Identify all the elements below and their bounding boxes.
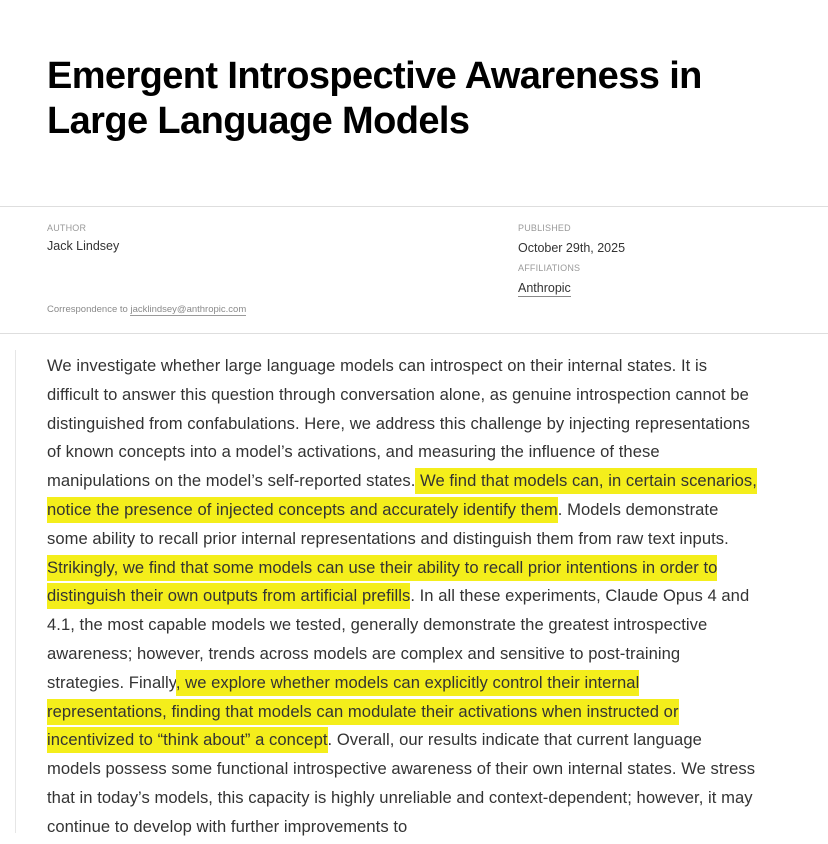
abstract-text — [47, 352, 759, 842]
meta-divider — [0, 333, 828, 334]
published-date: October 29th, 2025 — [518, 241, 626, 255]
abstract-segment: We investigate whether large language models can introspect on their internal states. It is difficult to answer this question through conversation alone, as genuine introspection cannot be distinguished from confabulations. Here, we address this challenge by injecting representations of known concepts into a model’s activations, and measuring the influence of these manipulations on the model’s self-reported states. — [47, 356, 751, 491]
author-label: AUTHOR — [47, 223, 87, 233]
author-name: Jack Lindsey — [47, 239, 120, 253]
page-title: Emergent Introspective Awareness in Large Language Models — [47, 55, 702, 142]
correspondence-prefix: Correspondence to — [47, 304, 131, 315]
author-section — [47, 222, 447, 255]
highlighted-segment: Strikingly, we find that some models can use their ability to recall prior intentions in order to distinguish their own outputs from artificial prefills — [47, 555, 717, 610]
abstract-left-rule — [15, 350, 16, 833]
abstract-segment: . Models demonstrate some ability to recall prior internal representations and distinguish them from raw text inputs. — [47, 499, 729, 548]
abstract-segment: . Overall, our results indicate that current language models possess some functional introspective awareness of their own internal states. We stress that in today’s models, this capacity is highly unreliable and context-dependent; however, it may continue to develop with further improvements to — [47, 730, 756, 836]
correspondence-email-link[interactable]: jacklindsey@anthropic.com — [130, 304, 247, 315]
header-divider — [0, 206, 828, 207]
title-block — [0, 0, 828, 206]
highlighted-segment: , we explore whether models can explicitly control their internal representations, finding that models can modulate their activations when instructed or incentivized to “think about” a concept — [47, 670, 679, 754]
affiliations-label: AFFILIATIONS — [518, 263, 581, 273]
affiliation — [518, 279, 798, 297]
affiliation-link[interactable]: Anthropic — [518, 281, 571, 295]
publication-section — [518, 222, 798, 297]
abstract-segment: . In all these experiments, Claude Opus 4 and 4.1, the most capable models we tested, generally demonstrate the greatest introspective awareness; however, trends across models are complex and sensitive to post-training strategies. Finally — [47, 586, 750, 692]
correspondence — [47, 303, 246, 317]
published-label: PUBLISHED — [518, 223, 571, 233]
highlighted-segment: We find that models can, in certain scenarios, notice the presence of injected concepts and accurately identify them — [47, 468, 757, 523]
